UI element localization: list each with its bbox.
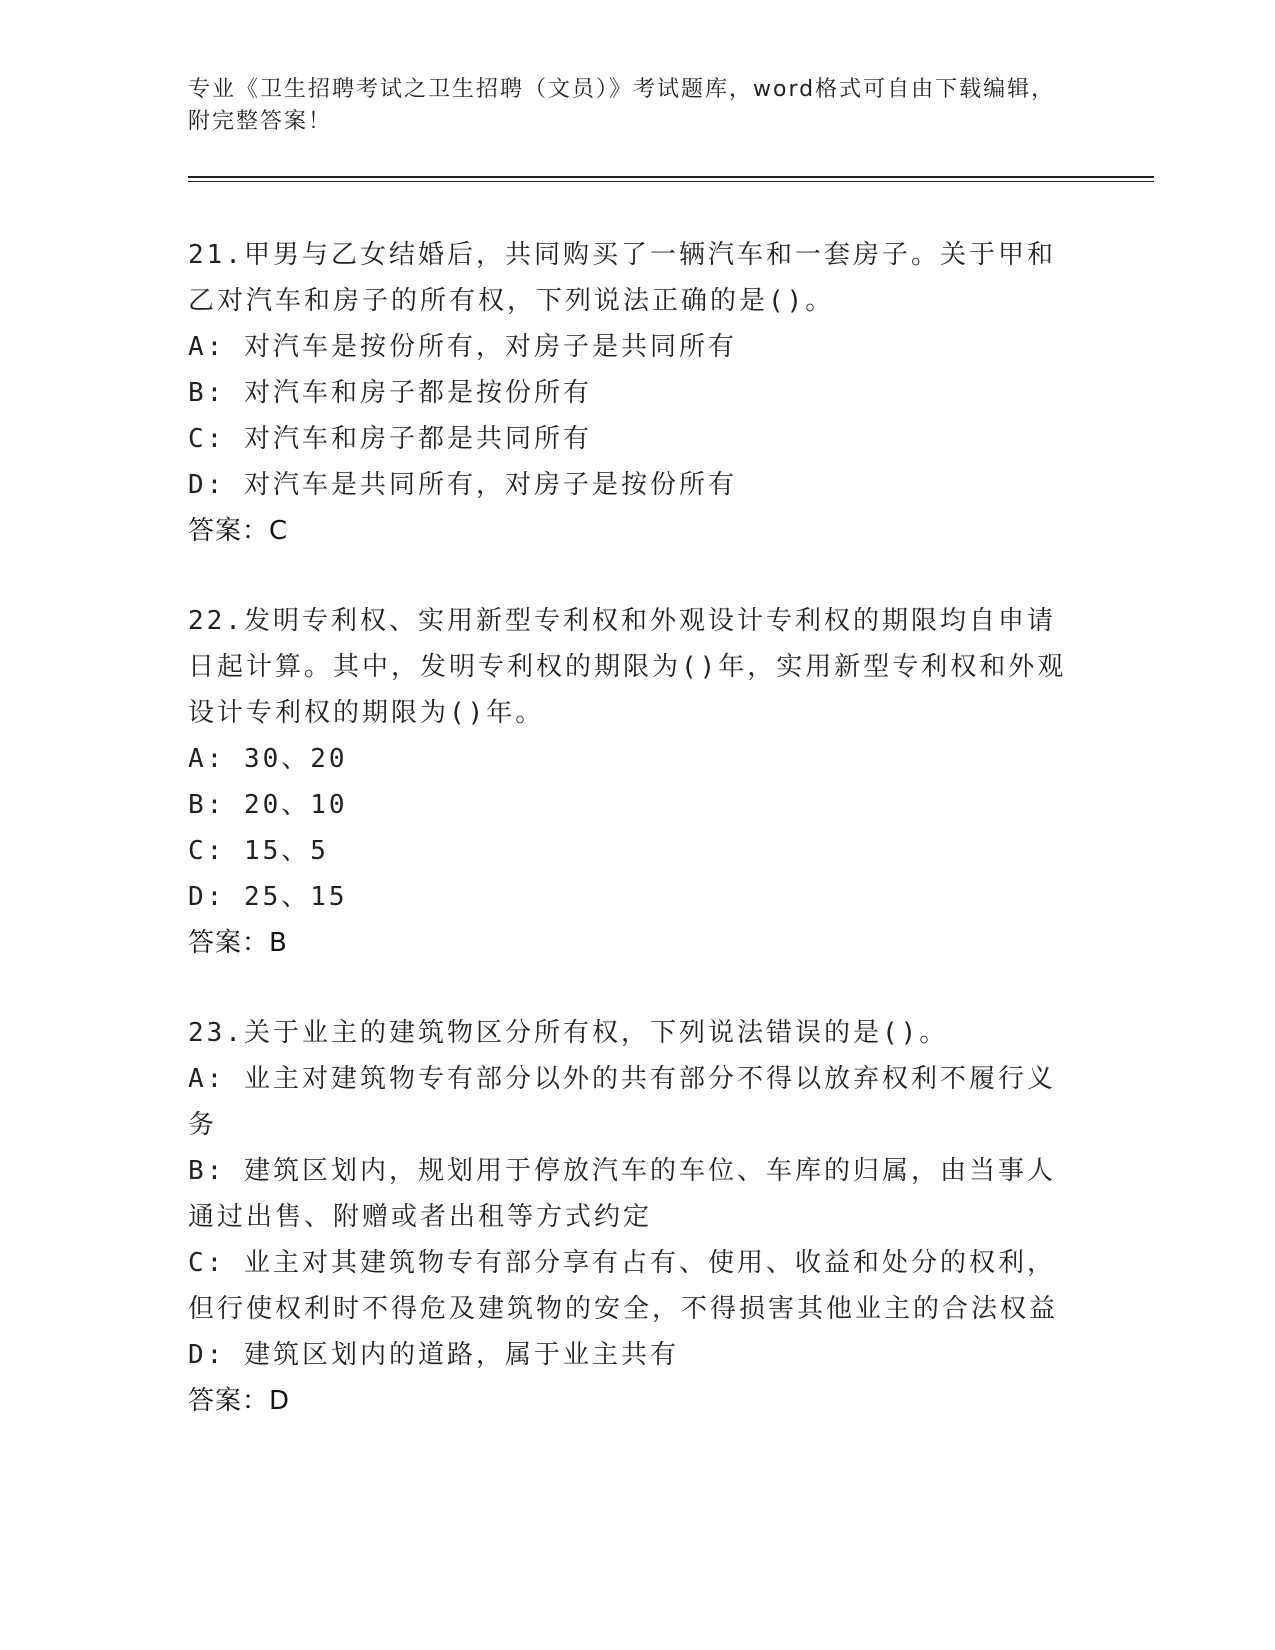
option-c: C: 15、5 [188,836,329,866]
header-rule-thick [188,176,1154,178]
question-21 [188,232,1078,554]
question-stem: 22.发明专利权、实用新型专利权和外观设计专利权的期限均自申请日起计算。其中，发明专利权的期限为()年，实用新型专利权和外观设计专利权的期限为()年。 [188,606,1067,728]
answer-label: 答案：B [188,928,288,958]
option-d: D: 25、15 [188,882,348,912]
question-stem: 21.甲男与乙女结婚后，共同购买了一辆汽车和一套房子。关于甲和乙对汽车和房子的所有权，下列说法正确的是()。 [188,240,1056,316]
document-header: 专业《卫生招聘考试之卫生招聘（文员）》考试题库，word格式可自由下载编辑，附完整答案！ [188,77,1056,134]
option-a: A: 30、20 [188,744,348,774]
question-stem: 23.关于业主的建筑物区分所有权，下列说法错误的是()。 [188,1018,949,1048]
question-22 [188,598,1078,966]
answer-label: 答案：D [188,1386,291,1416]
option-b: B: 对汽车和房子都是按份所有 [188,378,592,408]
option-a: A: 对汽车是按份所有，对房子是共同所有 [188,332,737,362]
option-b: B: 建筑区划内，规划用于停放汽车的车位、车库的归属，由当事人通过出售、附赠或者出租等方式约定 [188,1156,1056,1232]
question-list [188,232,1078,1468]
header-rule-thin [188,181,1154,182]
option-b: B: 20、10 [188,790,348,820]
question-23 [188,1010,1078,1424]
option-a: A: 业主对建筑物专有部分以外的共有部分不得以放弃权利不履行义务 [188,1064,1056,1140]
option-c: C: 业主对其建筑物专有部分享有占有、使用、收益和处分的权利，但行使权利时不得危及建筑物的安全，不得损害其他业主的合法权益 [188,1248,1059,1324]
option-c: C: 对汽车和房子都是共同所有 [188,424,592,454]
answer-label: 答案：C [188,516,289,546]
option-d: D: 对汽车是共同所有，对房子是按份所有 [188,470,737,500]
option-d: D: 建筑区划内的道路，属于业主共有 [188,1340,679,1370]
